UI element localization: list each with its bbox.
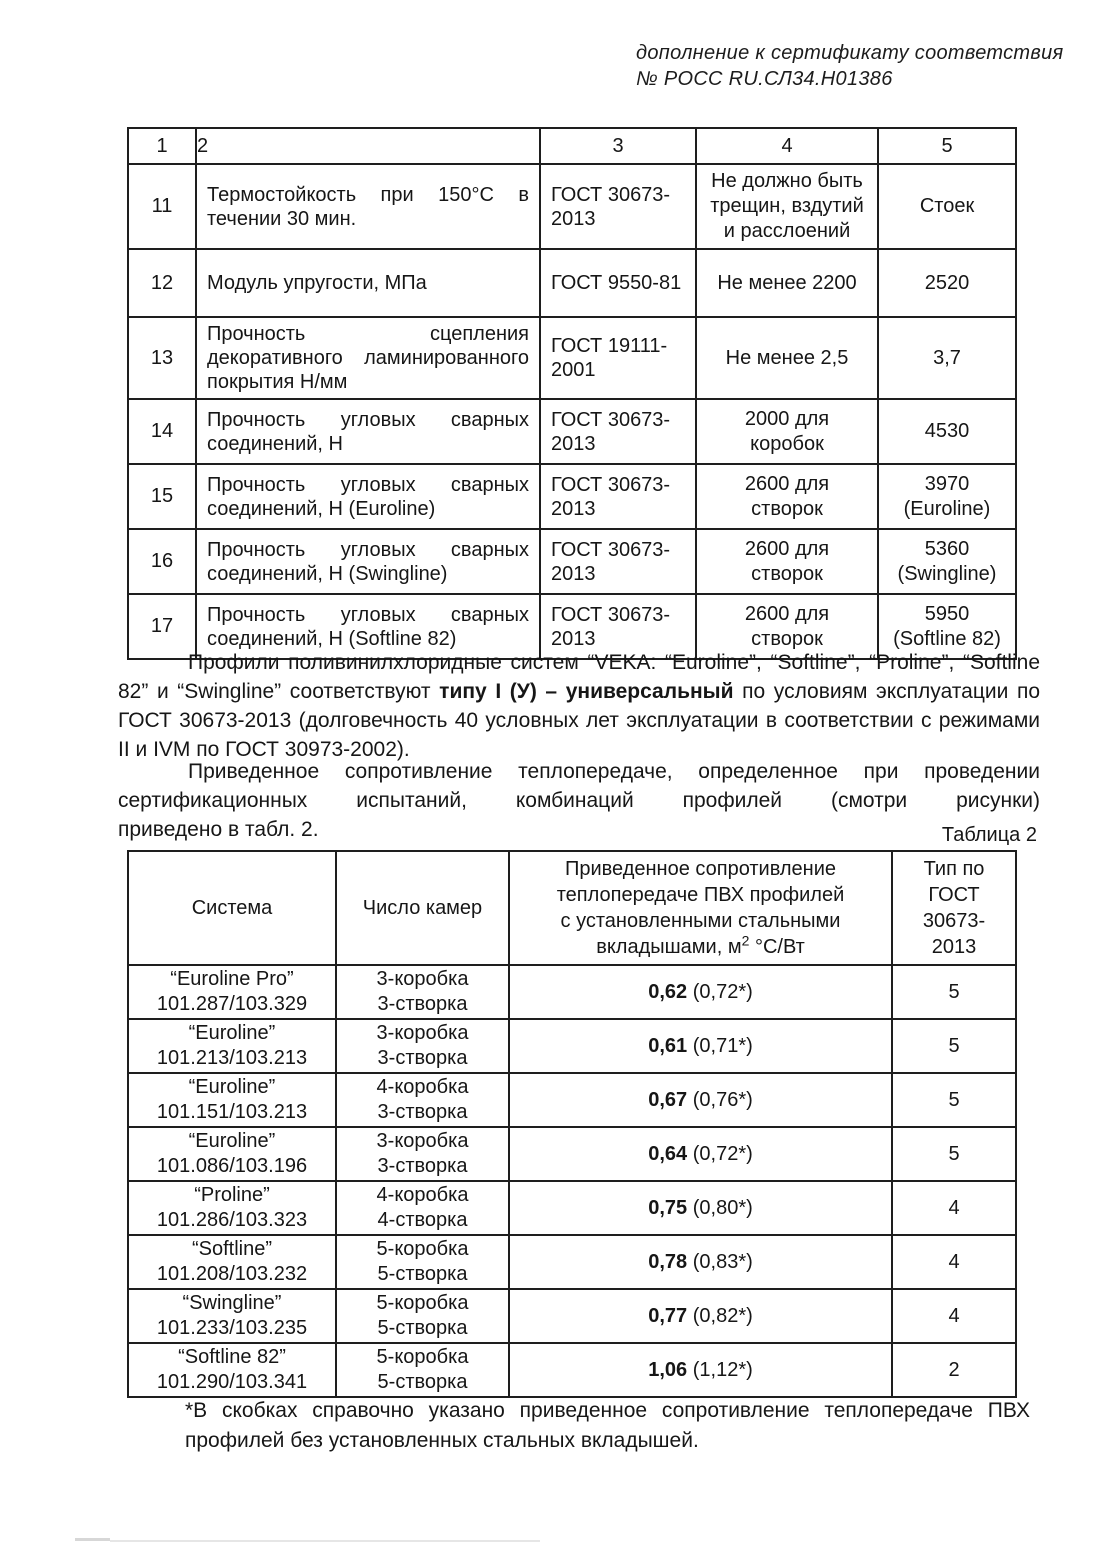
table-row xyxy=(128,1127,1016,1181)
value-cell: 3,7 xyxy=(878,317,1016,399)
chambers-cell: 3-коробка 3-створка xyxy=(336,1127,509,1181)
table-row xyxy=(128,249,1016,317)
table-row xyxy=(128,464,1016,529)
value-cell: 3970 (Euroline) xyxy=(878,464,1016,529)
type-cell: 5 xyxy=(892,1127,1016,1181)
table-row xyxy=(128,529,1016,594)
resistance-reference: (0,72*) xyxy=(692,1142,753,1165)
resistance-cell xyxy=(509,1289,892,1343)
system-name: “Euroline” xyxy=(188,1022,276,1044)
col-header-type: Тип по ГОСТ 30673-2013 xyxy=(892,851,1016,965)
gost-cell: ГОСТ 19111-2001 xyxy=(540,317,696,399)
requirement-cell: Не должно быть трещин, вздутий и расслоений xyxy=(696,164,878,249)
system-code: 101.151/103.213 xyxy=(156,1101,308,1123)
paragraph-text: Профили поливинилхлоридные систем “VEKA: “Euroline”, “Softline”, “Proline”, “Softline 82” и “Swingline” соответствуют xyxy=(118,651,1040,703)
resistance-value: 0,62 xyxy=(648,980,688,1003)
resistance-cell xyxy=(509,965,892,1019)
gost-cell: ГОСТ 30673-2013 xyxy=(540,164,696,249)
paragraph-bold-text: типу I (У) – универсальный xyxy=(439,680,734,703)
header-line: с установленными стальными xyxy=(560,910,841,932)
col-header-system: Система xyxy=(128,851,336,965)
requirement-cell: Не менее 2,5 xyxy=(696,317,878,399)
paragraph-line: приведено в табл. 2. xyxy=(118,818,319,841)
requirement-cell: 2000 для коробок xyxy=(696,399,878,464)
profiles-paragraph xyxy=(118,648,1040,764)
col-header-chambers: Число камер xyxy=(336,851,509,965)
system-cell xyxy=(128,1127,336,1181)
resistance-value: 0,78 xyxy=(648,1250,688,1273)
resistance-cell xyxy=(509,1127,892,1181)
col-header-4: 4 xyxy=(696,128,878,164)
system-name: “Swingline” xyxy=(182,1292,282,1314)
header-line: Приведенное сопротивление xyxy=(564,858,837,880)
system-code: 101.233/103.235 xyxy=(156,1317,308,1339)
system-cell xyxy=(128,1181,336,1235)
property-cell: Прочность угловых сварных соединений, Н (Swingline) xyxy=(196,529,540,594)
scan-artifact-line xyxy=(110,1540,540,1542)
system-code: 101.213/103.213 xyxy=(156,1047,308,1069)
gost-cell: ГОСТ 9550-81 xyxy=(540,249,696,317)
table-row xyxy=(128,1289,1016,1343)
chambers-cell: 5-коробка 5-створка xyxy=(336,1289,509,1343)
system-cell xyxy=(128,1343,336,1397)
row-number: 11 xyxy=(128,164,196,249)
value-cell: 5360 (Swingline) xyxy=(878,529,1016,594)
chambers-cell: 5-коробка 5-створка xyxy=(336,1235,509,1289)
property-cell: Прочность угловых сварных соединений, Н xyxy=(196,399,540,464)
row-number: 13 xyxy=(128,317,196,399)
paragraph-line: Приведенное сопротивление теплопередаче, определенное при проведении xyxy=(188,760,1040,783)
resistance-reference: (0,71*) xyxy=(692,1034,753,1057)
type-cell: 5 xyxy=(892,1073,1016,1127)
table-row xyxy=(128,1019,1016,1073)
row-number: 14 xyxy=(128,399,196,464)
resistance-cell xyxy=(509,1235,892,1289)
col-header-2: 2 xyxy=(196,128,540,164)
system-code: 101.287/103.329 xyxy=(156,993,308,1015)
resistance-value: 0,64 xyxy=(648,1142,688,1165)
type-cell: 5 xyxy=(892,1019,1016,1073)
system-cell xyxy=(128,965,336,1019)
table-header-row xyxy=(128,851,1016,965)
table-row xyxy=(128,1343,1016,1397)
resistance-reference: (0,80*) xyxy=(692,1196,753,1219)
resistance-reference: (0,76*) xyxy=(692,1088,753,1111)
system-cell xyxy=(128,1289,336,1343)
table-row xyxy=(128,1235,1016,1289)
requirement-cell: 2600 для створок xyxy=(696,464,878,529)
system-name: “Softline” xyxy=(191,1238,273,1260)
chambers-cell: 4-коробка 3-створка xyxy=(336,1073,509,1127)
system-name: “Proline” xyxy=(194,1184,270,1206)
system-name: “Euroline Pro” xyxy=(170,968,294,990)
paragraph-line: сертификационных испытаний, комбинаций профилей (смотри рисунки) xyxy=(118,789,1040,812)
col-header-3: 3 xyxy=(540,128,696,164)
col-header-resistance xyxy=(509,851,892,965)
scan-artifact-line xyxy=(75,1538,110,1541)
gost-cell: ГОСТ 30673-2013 xyxy=(540,464,696,529)
property-cell: Модуль упругости, МПа xyxy=(196,249,540,317)
certificate-header-note xyxy=(636,40,1064,92)
superscript: 2 xyxy=(741,932,750,949)
requirement-cell: 2600 для створок xyxy=(696,529,878,594)
resistance-value: 0,75 xyxy=(648,1196,688,1219)
resistance-cell xyxy=(509,1181,892,1235)
table-row xyxy=(128,965,1016,1019)
system-code: 101.290/103.341 xyxy=(156,1371,308,1393)
system-name: “Euroline” xyxy=(188,1076,276,1098)
system-code: 101.086/103.196 xyxy=(156,1155,308,1177)
table-row xyxy=(128,317,1016,399)
system-cell xyxy=(128,1019,336,1073)
header-note-line2: № РОСС RU.СЛ34.Н01386 xyxy=(636,68,893,90)
resistance-value: 1,06 xyxy=(648,1358,688,1381)
chambers-cell: 4-коробка 4-створка xyxy=(336,1181,509,1235)
header-line: теплопередаче ПВХ профилей xyxy=(556,884,845,906)
requirement-cell: Не менее 2200 xyxy=(696,249,878,317)
property-cell: Прочность сцепления декоративного ламинированного покрытия Н/мм xyxy=(196,317,540,399)
requirement-cell: 2600 для створок xyxy=(696,594,878,659)
resistance-cell xyxy=(509,1073,892,1127)
system-name: “Euroline” xyxy=(188,1130,276,1152)
resistance-reference: (0,82*) xyxy=(692,1304,753,1327)
resistance-value: 0,67 xyxy=(648,1088,688,1111)
type-cell: 5 xyxy=(892,965,1016,1019)
header-note-line1: дополнение к сертификату соответствия xyxy=(636,42,1064,64)
system-code: 101.286/103.323 xyxy=(156,1209,308,1231)
resistance-cell xyxy=(509,1019,892,1073)
type-cell: 4 xyxy=(892,1181,1016,1235)
gost-cell: ГОСТ 30673-2013 xyxy=(540,594,696,659)
footnote: *В скобках справочно указано приведенное сопротивление теплопередаче ПВХ профилей без установленных стальных вкладышей. xyxy=(185,1399,1030,1452)
system-cell xyxy=(128,1235,336,1289)
type-cell: 2 xyxy=(892,1343,1016,1397)
gost-cell: ГОСТ 30673-2013 xyxy=(540,529,696,594)
chambers-cell: 3-коробка 3-створка xyxy=(336,1019,509,1073)
value-cell: 4530 xyxy=(878,399,1016,464)
chambers-cell: 5-коробка 5-створка xyxy=(336,1343,509,1397)
property-cell: Прочность угловых сварных соединений, Н (Softline 82) xyxy=(196,594,540,659)
paragraph-text: по условиям эксплуатации по ГОСТ 30673-2013 (долговечность 40 условных лет эксплуатации в соответствии с режимами II и IVM по ГОСТ 30973-2002). xyxy=(118,680,1040,761)
type-cell: 4 xyxy=(892,1289,1016,1343)
system-code: 101.208/103.232 xyxy=(156,1263,308,1285)
system-cell xyxy=(128,1073,336,1127)
thermal-resistance-table xyxy=(127,850,1017,1398)
property-cell: Термостойкость при 150°С в течении 30 мин. xyxy=(196,164,540,249)
resistance-reference: (1,12*) xyxy=(692,1358,753,1381)
resistance-value: 0,77 xyxy=(648,1304,688,1327)
resistance-value: 0,61 xyxy=(648,1034,688,1057)
col-header-5: 5 xyxy=(878,128,1016,164)
table-row xyxy=(128,1181,1016,1235)
row-number: 15 xyxy=(128,464,196,529)
value-cell: Стоек xyxy=(878,164,1016,249)
row-number: 17 xyxy=(128,594,196,659)
property-cell: Прочность угловых сварных соединений, Н (Euroline) xyxy=(196,464,540,529)
row-number: 16 xyxy=(128,529,196,594)
table-header-row xyxy=(128,128,1016,164)
header-line: вкладышами, $м^2$ °С/Вт xyxy=(596,932,805,958)
resistance-cell xyxy=(509,1343,892,1397)
table-row xyxy=(128,1073,1016,1127)
chambers-cell: 3-коробка 3-створка xyxy=(336,965,509,1019)
col-header-1: 1 xyxy=(128,128,196,164)
resistance-reference: (0,83*) xyxy=(692,1250,753,1273)
value-cell: 5950 (Softline 82) xyxy=(878,594,1016,659)
table-row xyxy=(128,399,1016,464)
system-name: “Softline 82” xyxy=(178,1346,286,1368)
table-row xyxy=(128,164,1016,249)
test-results-table xyxy=(127,127,1017,660)
table2-caption: Таблица 2 xyxy=(941,824,1037,846)
gost-cell: ГОСТ 30673-2013 xyxy=(540,399,696,464)
type-cell: 4 xyxy=(892,1235,1016,1289)
value-cell: 2520 xyxy=(878,249,1016,317)
row-number: 12 xyxy=(128,249,196,317)
resistance-reference: (0,72*) xyxy=(692,980,753,1003)
